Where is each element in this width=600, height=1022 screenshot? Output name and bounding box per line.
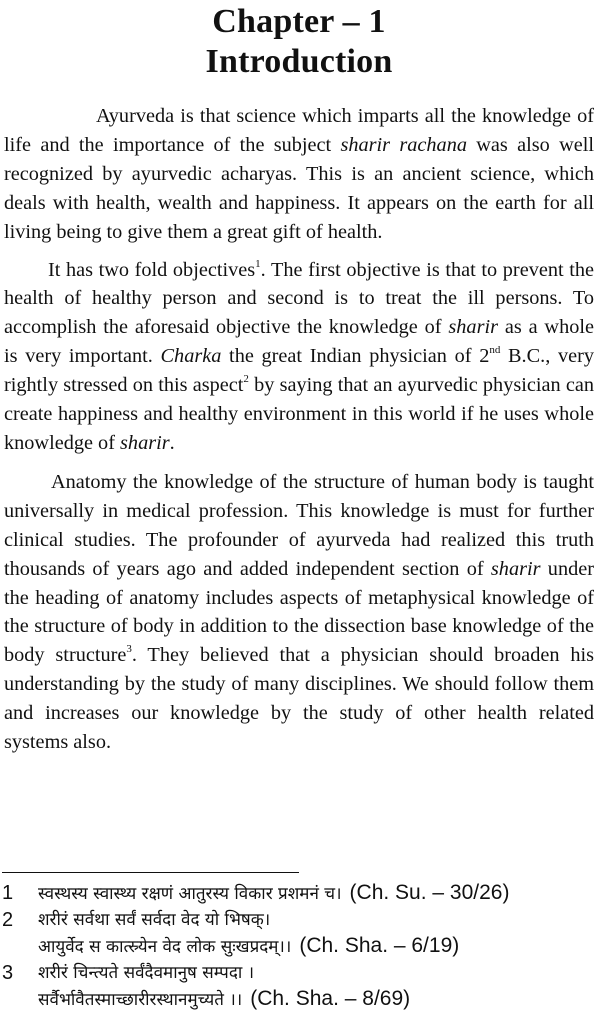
footnote-marker: nd [489, 344, 501, 357]
footnotes [2, 880, 598, 1013]
footnote-number: 3 [2, 962, 14, 984]
footnote-sanskrit: शरीरं सर्वथा सर्वं सर्वदा वेद यो भिषक्। [38, 910, 271, 930]
footnote-sanskrit: स्वस्थस्य स्वास्थ्य रक्षणं आतुरस्य विकार प्रशमनं च। [38, 884, 342, 904]
italic-term: sharir [490, 557, 541, 580]
paragraph-1: Ayurveda is that science which imparts all the knowledge of life and the importance of the subject sharir rachana was also well recognized by ayurvedic acharyas. This is an ancient science, which deals with health, wealth and happiness. It appears on the earth for all living being to give them a great gift of health. [4, 105, 594, 243]
paragraph-3: Anatomy the knowledge of the structure of human body is taught universally in medical profession. This knowledge is must for further clinical studies. The profounder of ayurveda had realized this truth thousands of years ago and added independent section of sharir under the heading of anatomy includes aspects of metaphysical knowledge of the structure of body in addition to the dissection base knowledge of the body structure$^3$. They believed that a physician should broaden his understanding by the study of many disciplines. We should follow them and increases our knowledge by the study of other health related systems also. [4, 470, 594, 754]
footnote-number: 2 [2, 909, 14, 931]
paragraph-2: It has two fold objectives$^1$. The first objective is that to prevent the health of healthy person and second is to treat the ill persons. To accomplish the aforesaid objective the knowledge of sharir as a whole is very important. Charka the great Indian physician of 2nd B.C., very rightly stressed on this aspect$^2$ by saying that an ayurvedic physician can create happiness and healthy environment in this world if he uses whole knowledge of sharir. [4, 257, 595, 454]
footnote-2 [2, 907, 598, 960]
chapter-heading [4, 0, 594, 82]
footnote-divider [2, 872, 299, 873]
footnote-sanskrit: आयुर्वेद स कात्स्र्येन वेद लोक सुःखप्रदम्।। [38, 937, 292, 957]
italic-term: sharir rachana [340, 133, 467, 156]
footnote-number: 1 [2, 882, 14, 904]
footnote-sanskrit: शरीरं चिन्त्यते सर्वंदैवमानुष सम्पदा । [38, 963, 255, 983]
body-text [4, 102, 594, 757]
chapter-number: Chapter – 1 [212, 3, 386, 40]
italic-term: Charka [160, 345, 222, 368]
footnote-1 [2, 880, 598, 907]
italic-term: sharir [120, 431, 170, 454]
footnote-sanskrit: सर्वैर्भावैतस्माच्छारीरस्थानमुच्यते ।। [38, 990, 243, 1010]
footnote-reference: (Ch. Sha. – 6/19) [299, 934, 460, 957]
footnote-marker: 2 [243, 373, 249, 386]
chapter-title: Introduction [205, 43, 393, 80]
footnote-marker: 3 [126, 643, 132, 656]
footnote-marker: 1 [255, 257, 261, 270]
footnote-3 [2, 960, 598, 1013]
footnote-reference: (Ch. Su. – 30/26) [349, 881, 510, 904]
footnote-reference: (Ch. Sha. – 8/69) [250, 987, 411, 1010]
italic-term: sharir [448, 316, 498, 339]
